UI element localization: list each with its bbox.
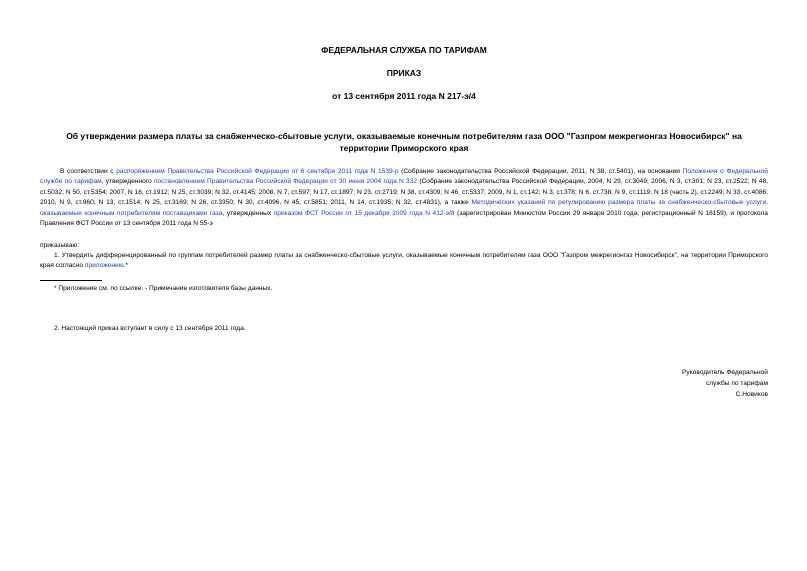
link-rasporyazhenie[interactable]: распоряжением Правительства Российской Федерации от 6 сентября 2011 года N 1539-р <box>116 168 399 175</box>
signature-name: С.Новиков <box>735 391 768 398</box>
signature-block <box>608 367 768 400</box>
order-word: приказываю: <box>40 242 80 249</box>
preamble-text-3: , утвержденного <box>101 178 154 186</box>
preamble-paragraph <box>40 167 768 229</box>
link-prilozhenie[interactable]: приложению <box>84 262 124 270</box>
document-title: Об утверждении размера платы за снабженческо-сбытовые услуги, оказываемые конечным потребителям газа ООО "Газпром межрегионгаз Новосибирск" на территории Приморского края <box>66 131 742 153</box>
link-polozhenie-fst[interactable]: Положения о Федеральной службе по тарифам <box>40 168 768 186</box>
preamble-text-1: В соответствии с <box>60 168 117 175</box>
item-1-paragraph <box>40 251 768 272</box>
footnote: * Приложение см. по ссылке. - Примечание изготовителя базы данных. <box>54 285 273 292</box>
preamble-text-6: (зарегистрирован Минюстом России 29 января 2010 года, регистрационный N 16159), и протокола Правления ФСТ России от 13 сентября 2011 года N 55-э <box>40 209 768 228</box>
link-metodicheskie-ukazaniya[interactable]: Методических указаний по регулированию размера платы за снабженческо-сбытовые услуги, оказываемые конечным потребителям поставщиками газа <box>40 199 768 217</box>
doc-type-heading: ПРИКАЗ <box>386 68 422 78</box>
preamble-text-4: (Собрание законодательства Российской Федерации, 2004, N 29, ст.3049; 2006, N 3, ст.301; N 23, ст.2522; N 48, ст.5032; N 50, ст.5354; 2007, N 16, ст.1912; N 25, ст.3039; N 32, ст.4145; 2008, N 7, ст.597; N 17, ст.1897; N 23, ст.2719; N 38, ст.4309; N 46, ст.5337; 2009, N 1, ст.142; N 3, ст.378; N 6, ст.738; N 9, ст.1119; N 18 (часть 2), ст.2249; N 33, ст.4086; 2010, N 9, ст.960; N 13, ст.1514; N 25, ст.3169; N 26, ст.3350; N 30, ст.4096, N 45, ст.5851; 2011, N 14, ст.1935; N 32, ст.4831), а также <box>40 178 768 207</box>
preamble-text-5: , утвержденных <box>222 209 274 217</box>
date-number-heading: от 13 сентября 2011 года N 217-э/4 <box>332 91 476 101</box>
link-postanovlenie-332[interactable]: постановлением Правительства Российской Федерации от 30 июня 2004 года N 332 <box>153 178 418 186</box>
agency-heading: ФЕДЕРАЛЬНАЯ СЛУЖБА ПО ТАРИФАМ <box>321 45 487 55</box>
preamble-text-2: (Собрание законодательства Российской Федерации, 2011, N 38, ст.5401), на основании <box>398 168 683 175</box>
signature-line-2: службы по тарифам <box>705 380 768 387</box>
link-prikaz-412[interactable]: приказом ФСТ России от 15 декабря 2009 года N 412-э/8 <box>273 209 455 217</box>
signature-line-1: Руководитель Федеральной <box>682 369 768 376</box>
item-1-text: 1. Утвердить дифференцированный по группам потребителей размер платы за снабженческо-сбытовые услуги, оказываемые конечным потребителям газа ООО "Газпром межрегионгаз Новосибирск", на территории Приморского края согласно <box>40 252 768 270</box>
footnote-divider <box>40 280 102 281</box>
item-1-tail: .* <box>123 262 129 270</box>
item-2-paragraph: 2. Настоящий приказ вступает в силу с 13 сентября 2011 года. <box>54 325 246 332</box>
